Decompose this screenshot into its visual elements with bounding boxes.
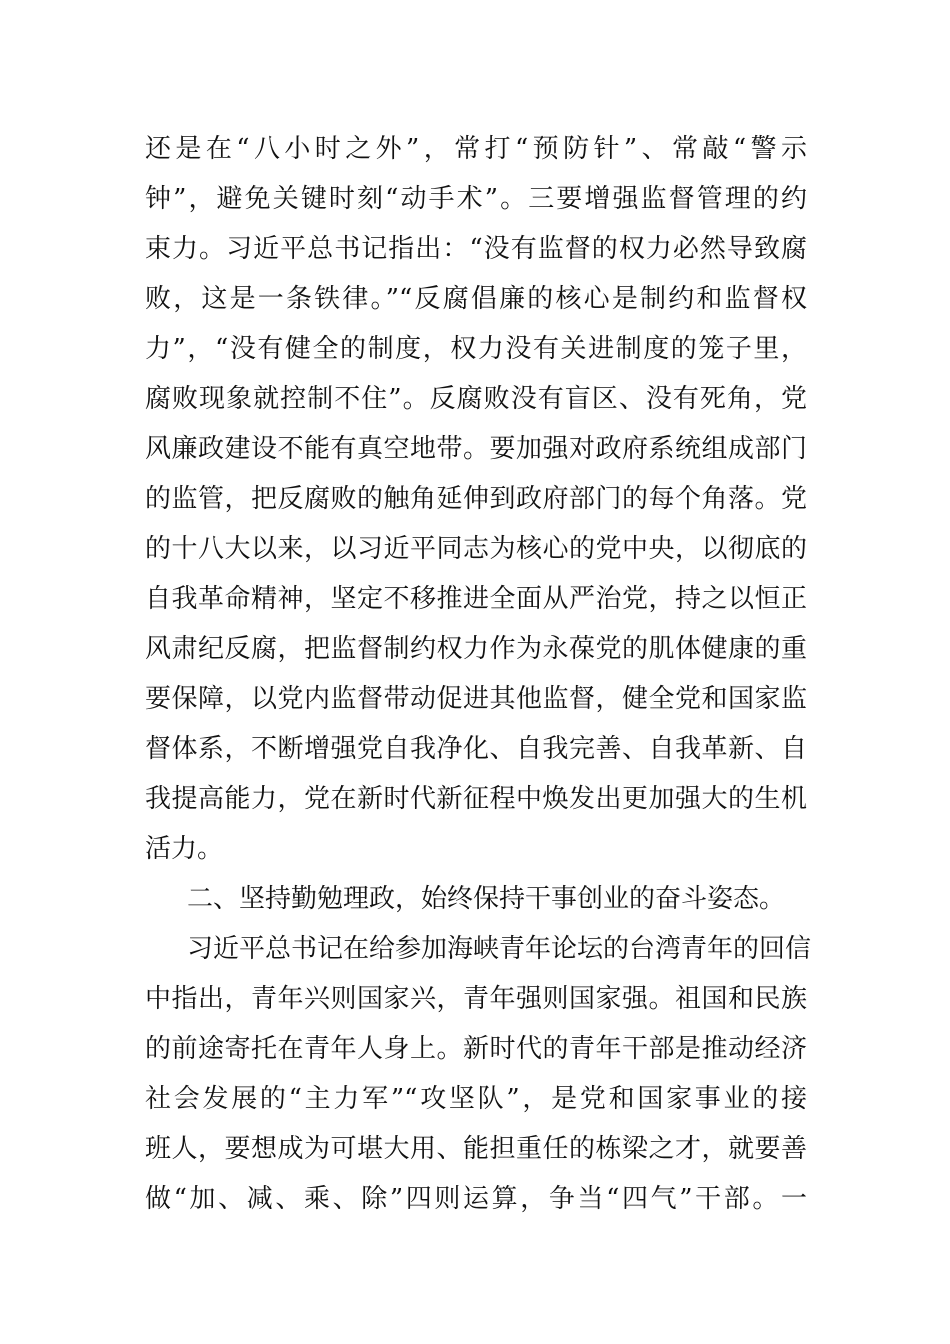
text-line: 做“加、减、乘、除”四则运算，争当“四气”干部。一 (145, 1184, 807, 1214)
text-line: 要保障，以党内监督带动促进其他监督，健全党和国家监 (145, 684, 807, 714)
text-line: 钟”，避免关键时刻“动手术”。三要增强监督管理的约 (145, 184, 807, 214)
text-line: 的监管，把反腐败的触角延伸到政府部门的每个角落。党 (145, 484, 807, 514)
section-heading: 二、坚持勤勉理政，始终保持干事创业的奋斗姿态。 (187, 884, 786, 914)
text-line: 自我革命精神，坚定不移推进全面从严治党，持之以恒正 (145, 584, 807, 614)
text-line: 活力。 (145, 834, 224, 864)
text-line: 的前途寄托在青年人身上。新时代的青年干部是推动经济 (145, 1034, 807, 1064)
text-line: 力”，“没有健全的制度，权力没有关进制度的笼子里， (145, 334, 807, 364)
text-line: 束力。习近平总书记指出：“没有监督的权力必然导致腐 (145, 234, 807, 264)
text-line: 社会发展的“主力军”“攻坚队”，是党和国家事业的接 (145, 1084, 807, 1114)
text-line: 中指出，青年兴则国家兴，青年强则国家强。祖国和民族 (145, 984, 807, 1014)
text-line: 风廉政建设不能有真空地带。要加强对政府系统组成部门 (145, 434, 807, 464)
text-line: 督体系，不断增强党自我净化、自我完善、自我革新、自 (145, 734, 807, 764)
text-line: 的十八大以来，以习近平同志为核心的党中央，以彻底的 (145, 534, 807, 564)
text-line: 班人，要想成为可堪大用、能担重任的栋梁之才，就要善 (145, 1134, 807, 1164)
text-line: 腐败现象就控制不住”。反腐败没有盲区、没有死角，党 (145, 384, 807, 414)
text-line: 习近平总书记在给参加海峡青年论坛的台湾青年的回信 (187, 934, 812, 964)
text-line: 我提高能力，党在新时代新征程中焕发出更加强大的生机 (145, 784, 807, 814)
text-line: 败，这是一条铁律。”“反腐倡廉的核心是制约和监督权 (145, 284, 807, 314)
text-line: 还是在“八小时之外”，常打“预防针”、常敲“警示 (145, 134, 807, 164)
text-line: 风肃纪反腐，把监督制约权力作为永葆党的肌体健康的重 (145, 634, 807, 664)
